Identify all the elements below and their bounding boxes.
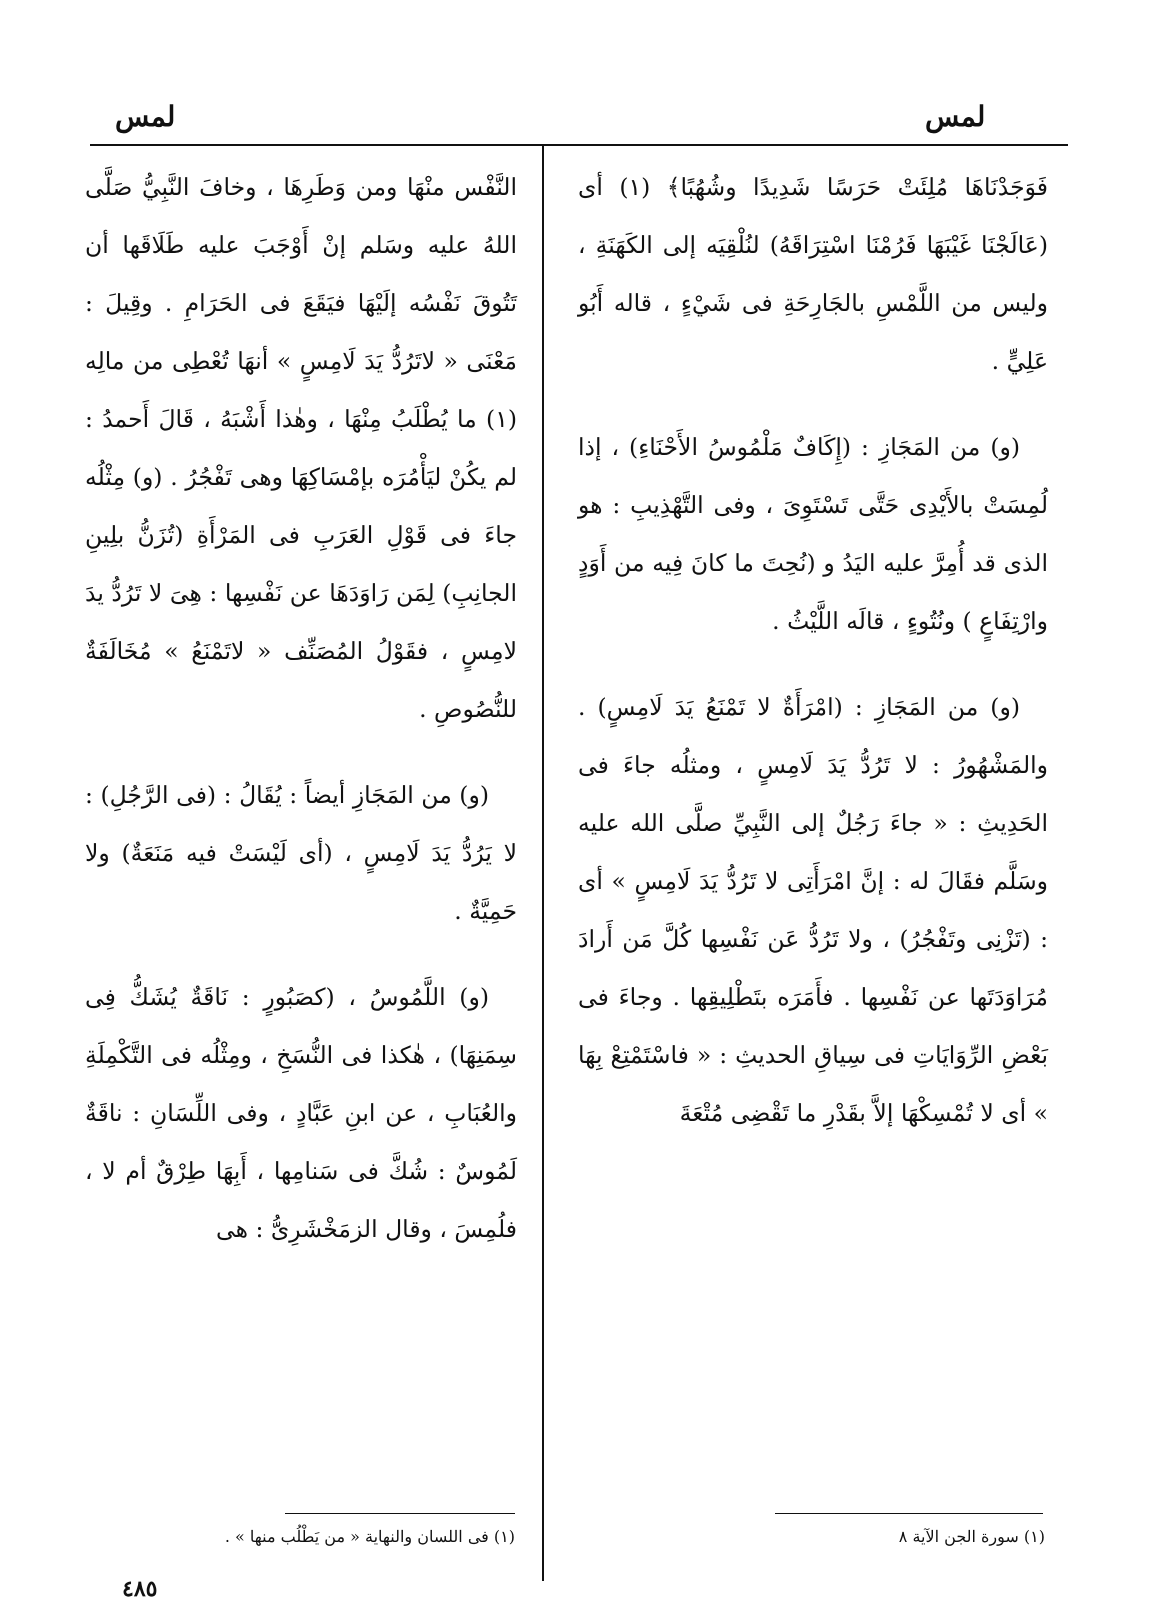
right-running-head: لمس (925, 100, 986, 133)
left-column (85, 158, 517, 1258)
right-paragraph-3: (و) من المَجَازِ : (امْرَأَةٌ لا تَمْنَعُ يَدَ لَامِسٍ) . والمَشْهُورُ : لا تَرُدُّ يَدَ لَامِسٍ ، ومثلُه جاءَ فى الحَدِيثِ : « جاءَ رَجُلٌ إلى النَّبِيِّ صلَّى الله عليه وسَلَّم فقَالَ له : إنَّ امْرَأَتِى لا تَرُدُّ يَدَ لَامِسٍ » أى : (تَزْنِى وتَفْجُرُ) ، ولا تَرُدُّ عَن نَفْسِها كُلَّ مَن أَرادَ مُرَاوَدَتَها عن نَفْسِها . فأَمَرَه بتَطْلِيقِها . وجاءَ فى بَعْضِ الرِّوَايَاتِ فى سِياقِ الحديثِ : « فاسْتَمْتِعْ بِهَا » أى لا تُمْسِكْهَا إلاَّ بقَدْرِ ما تَقْضِى مُتْعَةَ (578, 693, 1048, 1127)
right-footnote-rule (775, 1513, 1043, 1514)
left-paragraph-3: (و) اللَّمُوسُ ، (كصَبُورٍ : نَاقَةٌ يُشَكُّ فِى سِمَنِهَا) ، هٰكذا فى النُّسَخِ ، ومِثْلُه فى التَّكْمِلَةِ والعُبَابِ ، عن ابنِ عَبَّادٍ ، وفى اللِّسَانِ : ناقَةٌ لَمُوسٌ : شُكَّ فى سَنامِها ، أَبِهَا طِرْقٌ أم لا ، فلُمِسَ ، وقال الزمَخْشَرِىُّ : هى (85, 983, 517, 1243)
header-rule (90, 144, 1068, 146)
right-paragraph-2: (و) من المَجَازِ : (إِكَافٌ مَلْمُوسُ الأَحْنَاءِ) ، إذا لُمِسَتْ بالأَيْدِى حَتَّى تَسْتَوِىَ ، وفى التَّهْذِيبِ : هو الذى قد أُمِرَّ عليه اليَدُ و (نُحِتَ ما كانَ فِيه من أَوَدٍ وارْتِفَاعٍ ) ونُتُوءٍ ، قالَه اللَّيْثُ . (578, 433, 1048, 635)
left-footnote-rule (285, 1513, 515, 1514)
left-paragraph-2: (و) من المَجَازِ أيضاً : يُقَالُ : (فى الرَّجُلِ) : لا يَرُدُّ يَدَ لَامِسٍ ، (أى لَيْسَتْ فيه مَنَعَةٌ) ولا حَمِيَّةٌ . (85, 781, 517, 925)
left-footnote: (١) فى اللسان والنهاية « من يَطْلُب منها » . (224, 1527, 515, 1546)
right-column (578, 158, 1048, 1142)
page-number: ٤٨٥ (122, 1576, 158, 1602)
left-paragraph-1: النَّفْس منْهَا ومن وَطَرِهَا ، وخافَ النَّبِيُّ صَلَّى اللهُ عليه وسَلم إنْ أَوْجَبَ عليه طَلَاقَها أن تَتُوقَ نَفْسُه إلَيْهَا فيَقَعَ فى الحَرَامِ . وقِيلَ : مَعْنَى « لاتَرُدُّ يَدَ لَامِسٍ » أنهَا تُعْطِى من مالِه (١) ما يُطْلَبُ مِنْهَا ، وهٰذا أَشْبَهُ ، قَالَ أَحمدُ : لم يكُنْ ليَأْمُرَه بإمْسَاكِهَا وهى تَفْجُرُ . (و) مِثْلُه جاءَ فى قَوْلِ العَرَبِ فى المَرْأَةِ (تُزَنُّ بلِينِ الجانِبِ) لِمَن رَاوَدَهَا عن نَفْسِها : هِىَ لا تَرُدُّ يدَ لامِسٍ ، فقَوْلُ المُصَنِّف « لاتَمْنَعُ » مُخَالَفَةٌ للنُّصُوصِ . (85, 173, 517, 723)
left-running-head: لمس (115, 100, 176, 133)
right-paragraph-1: فَوَجَدْنَاهَا مُلِئَتْ حَرَسًا شَدِيدًا وشُهُبًا﴾ (١) أى (عَالَجْنَا غَيْبَهَا فَرُمْنَا اسْتِرَاقَهُ) لنُلْقِيَه إلى الكَهَنَةِ ، وليس من اللَّمْسِ بالجَارِحَةِ فى شَيْءٍ ، قاله أَبُو عَلِيٍّ . (578, 173, 1048, 375)
right-footnote: (١) سورة الجن الآية ٨ (898, 1527, 1045, 1546)
column-divider (542, 146, 544, 1581)
